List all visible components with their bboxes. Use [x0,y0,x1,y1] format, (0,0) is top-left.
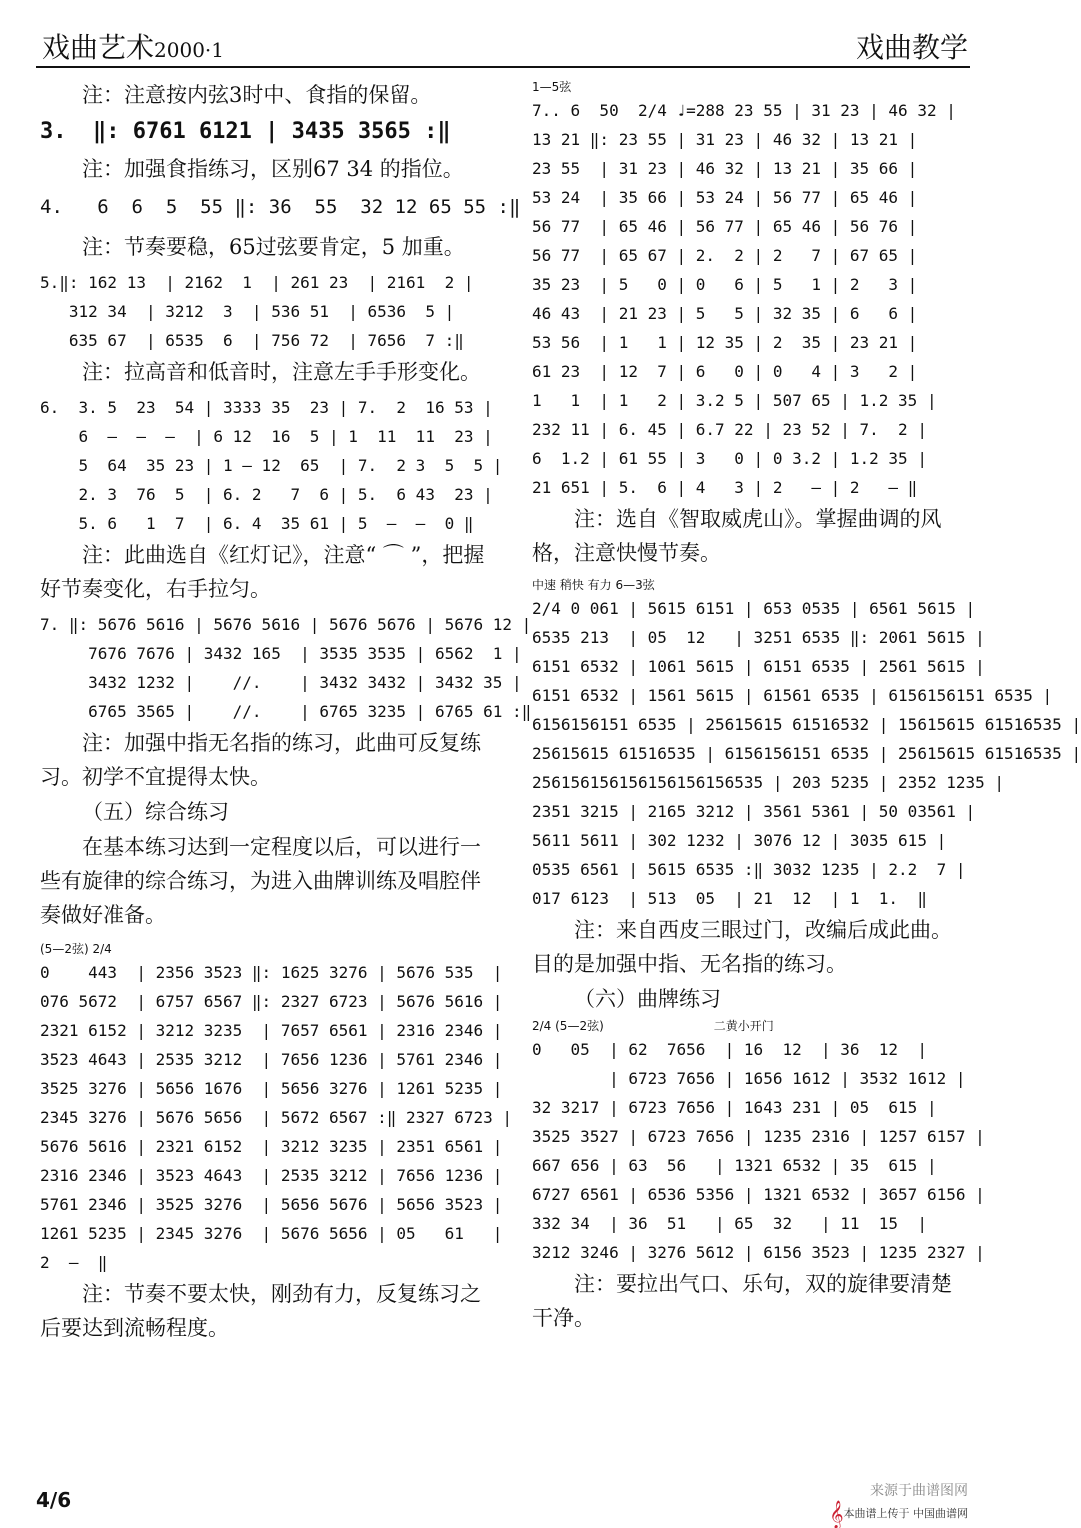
exercise-7 [40,610,532,726]
score-line: 076 5672 | 6757 6567 ‖: 2327 6723 | 5676 5616 | [40,992,503,1011]
section-5-heading: （五）综合练习 [82,800,229,824]
score-line: 61 23 | 12 7 | 6 0 | 0 4 | 3 2 | [532,362,918,381]
exercise-11-mark [532,1017,972,1035]
exercise-6 [40,393,503,538]
score-line: 6 1.2 | 61 55 | 3 0 | 0 3.2 | 1.2 35 | [532,449,927,468]
left-column [40,78,532,1345]
score-line: 2/4 0 061 | 5615 6151 | 653 0535 | 6561 5615 | [532,599,976,618]
score-line: 21 651 | 5. 6 | 4 3 | 2 — | 2 — ‖ [532,478,918,497]
score-line: 53 24 | 35 66 | 53 24 | 56 77 | 65 46 | [532,188,918,207]
score-line: 25615615 61516535 | 6156156151 6535 | 25615615 61516535 | [532,744,1081,763]
score-line: 256156156156156156156535 | 203 5235 | 2352 1235 | [532,773,1005,792]
score-line: 56 77 | 65 67 | 2. 2 | 2 7 | 67 65 | [532,246,918,265]
note-a: 注：注意按内弦3时中、食指的保留。 [82,83,432,107]
score-line: 7.. 6 50 2/4 ♩=288 23 55 | 31 23 | 46 32 | [532,101,956,120]
score-line: 6765 3565 | //. | 6765 3235 | 6765 61 :‖ [40,702,532,721]
note-h: 注：选自《智取威虎山》。掌握曲调的风格，注意快慢节奏。 [532,507,942,565]
exercise-10-mark: 中速 稍快 有力 6—3弦 [532,578,655,592]
score-line: 13 21 ‖: 23 55 | 31 23 | 46 32 | 13 21 | [532,130,918,149]
score-line: 0 05 | 62 7656 | 16 12 | 36 12 | [532,1040,927,1059]
score-line: 3525 3276 | 5656 1676 | 5656 3276 | 1261 5235 | [40,1079,503,1098]
score-line: 32 3217 | 6723 7656 | 1643 231 | 05 615 | [532,1098,937,1117]
score-line: 2. 3 76 5 | 6. 2 7 6 | 5. 6 43 23 | [40,485,493,504]
score-line: 6156156151 6535 | 25615615 61516532 | 15615615 61516535 | [532,715,1081,734]
score-line: 312 34 | 3212 3 | 536 51 | 6536 5 | [40,302,455,321]
exercise-9-mark: 1—5弦 [532,80,572,94]
meter-mark: 2/4 (5—2弦) [532,1019,604,1033]
score-line: 667 656 | 63 56 | 1321 6532 | 35 615 | [532,1156,937,1175]
score-line: 635 67 | 6535 6 | 756 72 | 7656 7 :‖ [40,331,464,350]
score-line: 5.‖: 162 13 | 2162 1 | 261 23 | 2161 2 | [40,273,474,292]
journal-title [42,26,224,66]
score-line: 0535 6561 | 5615 6535 :‖ 3032 1235 | 2.2 7 | [532,860,966,879]
score-line: 3525 3527 | 6723 7656 | 1235 2316 | 1257 6157 | [532,1127,985,1146]
section-6-heading: （六）曲牌练习 [574,987,721,1011]
score-line: 6727 6561 | 6536 5356 | 1321 6532 | 3657 6156 | [532,1185,985,1204]
exercise-11 [532,1035,985,1267]
score-line: 2351 3215 | 2165 3212 | 3561 5361 | 50 03561 | [532,802,976,821]
score-line: 5. 6 1 7 | 6. 4 35 61 | 5 — — 0 ‖ [40,514,474,533]
score-line: 017 6123 | 513 05 | 21 12 | 1 1. ‖ [532,889,927,908]
note-d: 注：拉高音和低音时，注意左手手形变化。 [82,360,481,384]
score-line: 23 55 | 31 23 | 46 32 | 13 21 | 35 66 | [532,159,918,178]
journal-name: 戏曲艺术 [42,31,155,64]
score-line: 6 — — — | 6 12 16 5 | 1 11 11 23 | [40,427,493,446]
exercise-4: 4. 6 6 5 55 ‖: 36 55 32 12 65 55 :‖ [40,196,521,218]
score-line: 0 443 | 2356 3523 ‖: 1625 3276 | 5676 535 | [40,963,503,982]
score-line: 7676 7676 | 3432 165 | 3535 3535 | 6562 1 | [40,644,522,663]
section-5-paragraph: 在基本练习达到一定程度以后，可以进行一些有旋律的综合练习，为进入曲牌训练及唱腔伴奏做好准备。 [40,835,481,927]
score-line: 56 77 | 65 46 | 56 77 | 65 46 | 56 76 | [532,217,918,236]
score-line: 53 56 | 1 1 | 12 35 | 2 35 | 23 21 | [532,333,918,352]
score-line: 2 — ‖ [40,1253,108,1272]
score-line: 6151 6532 | 1561 5615 | 61561 6535 | 6156156151 6535 | [532,686,1053,705]
tune-title: 二黄小开门 [713,1019,774,1033]
score-line: 3523 4643 | 2535 3212 | 7656 1236 | 5761 2346 | [40,1050,503,1069]
exercise-8 [40,958,513,1277]
score-line: 6535 213 | 05 12 | 3251 6535 ‖: 2061 5615 | [532,628,985,647]
score-line: 1 1 | 1 2 | 3.2 5 | 507 65 | 1.2 35 | [532,391,937,410]
note-f: 注：加强中指无名指的练习，此曲可反复练习。初学不宜提得太快。 [40,731,481,789]
note-g: 注：节奏不要太快，刚劲有力，反复练习之后要达到流畅程度。 [40,1282,481,1340]
watermark-credit [829,1500,968,1528]
score-line: 3432 1232 | //. | 3432 3432 | 3432 35 | [40,673,522,692]
note-i: 注：来自西皮三眼过门，改编后成此曲。目的是加强中指、无名指的练习。 [532,918,952,976]
page-header [0,0,1000,70]
score-line: 5761 2346 | 3525 3276 | 5656 5676 | 5656 3523 | [40,1195,503,1214]
score-line: 2321 6152 | 3212 3235 | 7657 6561 | 2316 2346 | [40,1021,503,1040]
exercise-3: 3. ‖: 6761 6121 | 3435 3565 :‖ [40,119,451,144]
score-line: 6. 3. 5 23 54 | 3333 35 23 | 7. 2 16 53 | [40,398,493,417]
score-line: 7. ‖: 5676 5616 | 5676 5616 | 5676 5676 | 5676 12 | [40,615,532,634]
exercise-9 [532,96,972,502]
score-line: 2316 2346 | 3523 4643 | 2535 3212 | 7656 1236 | [40,1166,503,1185]
exercise-10 [532,594,1081,913]
score-line: 332 34 | 36 51 | 65 32 | 11 15 | [532,1214,927,1233]
score-line: 2345 3276 | 5676 5656 | 5672 6567 :‖ 2327 6723 | [40,1108,513,1127]
note-e: 注：此曲选自《红灯记》，注意“ ⌒ ”，把握好节奏变化，右手拉匀。 [40,543,485,601]
score-line: 3212 3246 | 3276 5612 | 6156 3523 | 1235 2327 | [532,1243,985,1262]
score-line: | 6723 7656 | 1656 1612 | 3532 1612 | [532,1069,966,1088]
score-line: 1261 5235 | 2345 3276 | 5676 5656 | 05 61 | [40,1224,503,1243]
score-line: 5 64 35 23 | 1 — 12 65 | 7. 2 3 5 5 | [40,456,503,475]
header-rule [36,66,970,68]
exercise-5 [40,268,488,355]
right-column [532,78,1081,1335]
watermark-source: 来源于曲谱图网 [870,1483,968,1499]
exercise-8-mark: (5—2弦) 2/4 [40,942,112,956]
note-j: 注：要拉出气口、乐句，双的旋律要清楚干净。 [532,1272,952,1330]
watermark [829,1480,968,1528]
note-b: 注：加强食指练习，区别67 34 的指位。 [82,157,464,181]
score-line: 232 11 | 6. 45 | 6.7 22 | 23 52 | 7. 2 | [532,420,927,439]
journal-issue: 2000·1 [154,38,224,62]
score-line: 5676 5616 | 2321 6152 | 3212 3235 | 2351 6561 | [40,1137,503,1156]
note-c: 注：节奏要稳，65过弦要肯定，5 加重。 [82,235,465,259]
score-line: 35 23 | 5 0 | 0 6 | 5 1 | 2 3 | [532,275,918,294]
score-line: 5611 5611 | 302 1232 | 3076 12 | 3035 615 | [532,831,947,850]
score-line: 6151 6532 | 1061 5615 | 6151 6535 | 2561 5615 | [532,657,985,676]
treble-clef-icon: 𝄞 [829,1500,844,1528]
credit-text: 本曲谱上传于 中国曲谱网 [843,1507,968,1520]
page-number: 4/6 [36,1488,72,1512]
section-title: 戏曲教学 [855,31,968,64]
score-line: 46 43 | 21 23 | 5 5 | 32 35 | 6 6 | [532,304,918,323]
